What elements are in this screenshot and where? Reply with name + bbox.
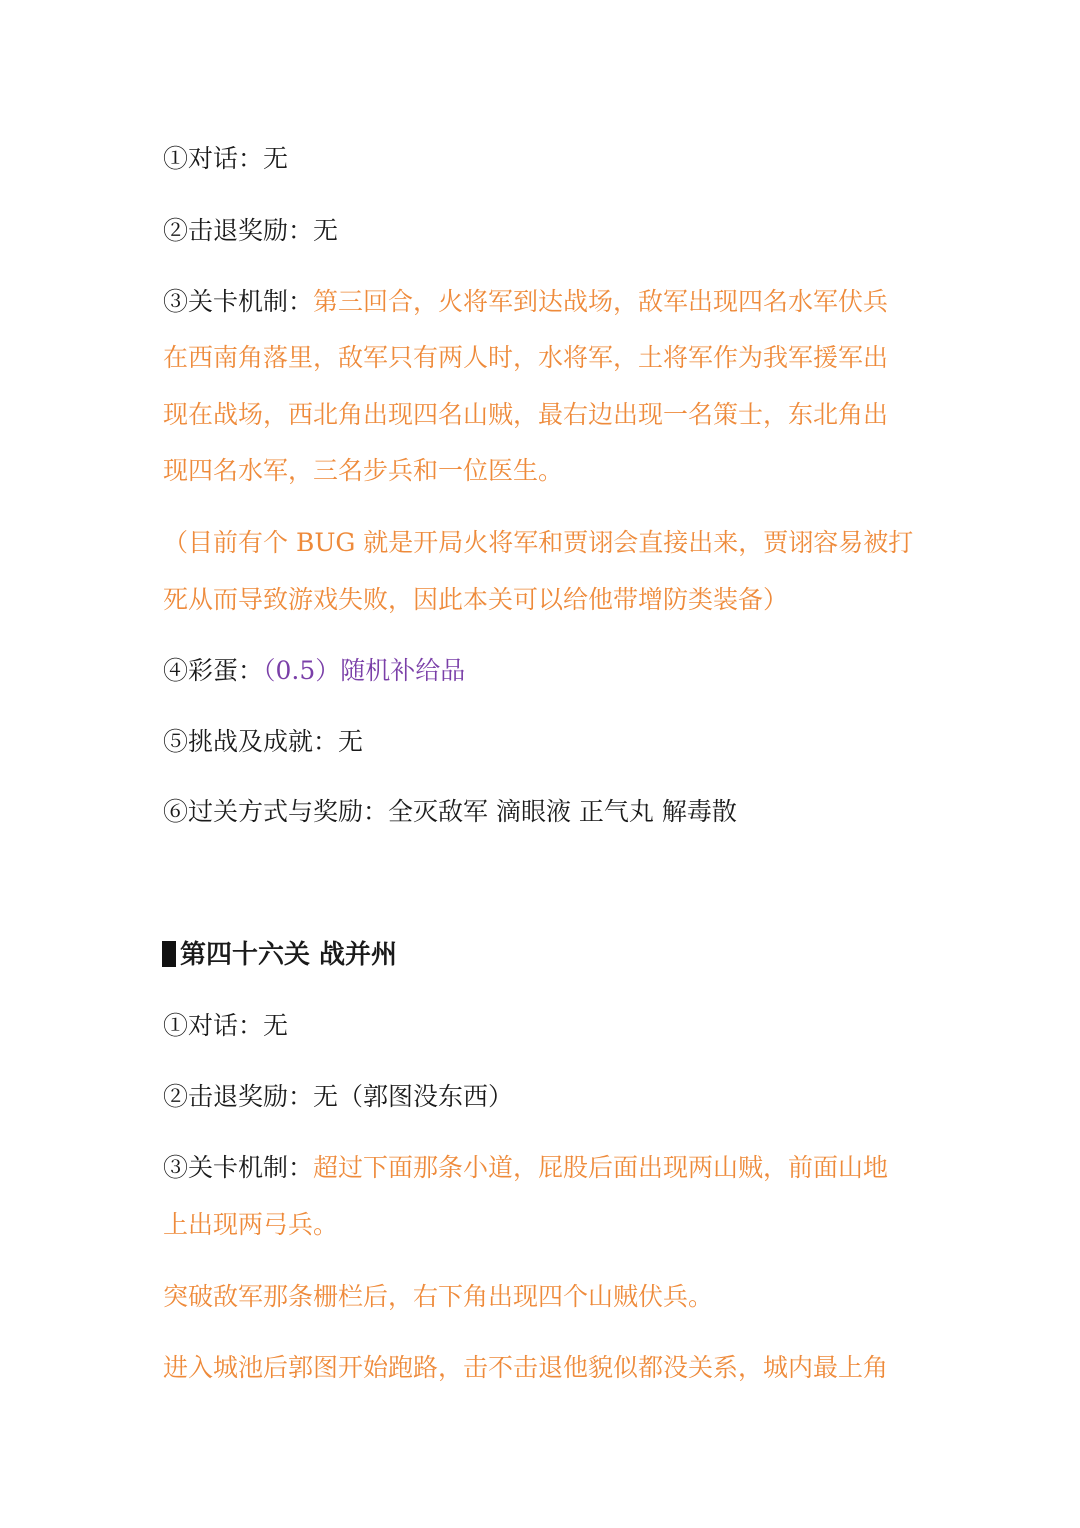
repel-reward-line: ②击退奖励：无（郭图没东西）	[163, 1082, 514, 1111]
stage-heading-text: 第四十六关 战并州	[180, 940, 398, 970]
extra-line-2: 进入城池后郭图开始跑路，击不击退他貌似都没关系，城内最上角	[163, 1353, 889, 1382]
challenge-line: ⑤挑战及成就：无	[163, 727, 364, 756]
mechanism-line-1	[163, 1153, 888, 1183]
easter-egg-label: ④彩蛋：	[163, 656, 264, 685]
repel-reward-line: ②击退奖励：无	[163, 216, 339, 245]
mechanism-label: ③关卡机制：	[163, 1153, 314, 1182]
stage-heading	[162, 940, 397, 970]
mechanism-line-2: 上出现两弓兵。	[163, 1210, 339, 1239]
mechanism-text: 超过下面那条小道，屁股后面出现两山贼，前面山地	[313, 1153, 889, 1182]
dialogue-line: ①对话：无	[163, 1011, 289, 1040]
mechanism-text: 第三回合，火将军到达战场，敌军出现四名水军伏兵	[313, 287, 889, 316]
mechanism-line-2: 在西南角落里，敌军只有两人时，水将军，土将军作为我军援军出	[163, 343, 889, 372]
mechanism-line-3: 现在战场，西北角出现四名山贼，最右边出现一名策士，东北角出	[163, 400, 889, 429]
easter-egg-value: （0.5）随机补给品	[263, 656, 466, 685]
mechanism-label: ③关卡机制：	[163, 287, 314, 316]
mechanism-line-4: 现四名水军，三名步兵和一位医生。	[163, 456, 564, 485]
clear-reward-line: ⑥过关方式与奖励：全灭敌军 滴眼液 正气丸 解毒散	[163, 797, 737, 826]
heading-marker-icon	[162, 941, 176, 967]
easter-egg-line	[163, 656, 465, 686]
bug-note-line-1: （目前有个 BUG 就是开局火将军和贾诩会直接出来，贾诩容易被打	[163, 528, 914, 557]
bug-note-line-2: 死从而导致游戏失败，因此本关可以给他带增防类装备）	[163, 585, 789, 614]
dialogue-line: ①对话：无	[163, 144, 289, 173]
extra-line-1: 突破敌军那条栅栏后，右下角出现四个山贼伏兵。	[163, 1282, 714, 1311]
mechanism-line-1	[163, 287, 888, 317]
